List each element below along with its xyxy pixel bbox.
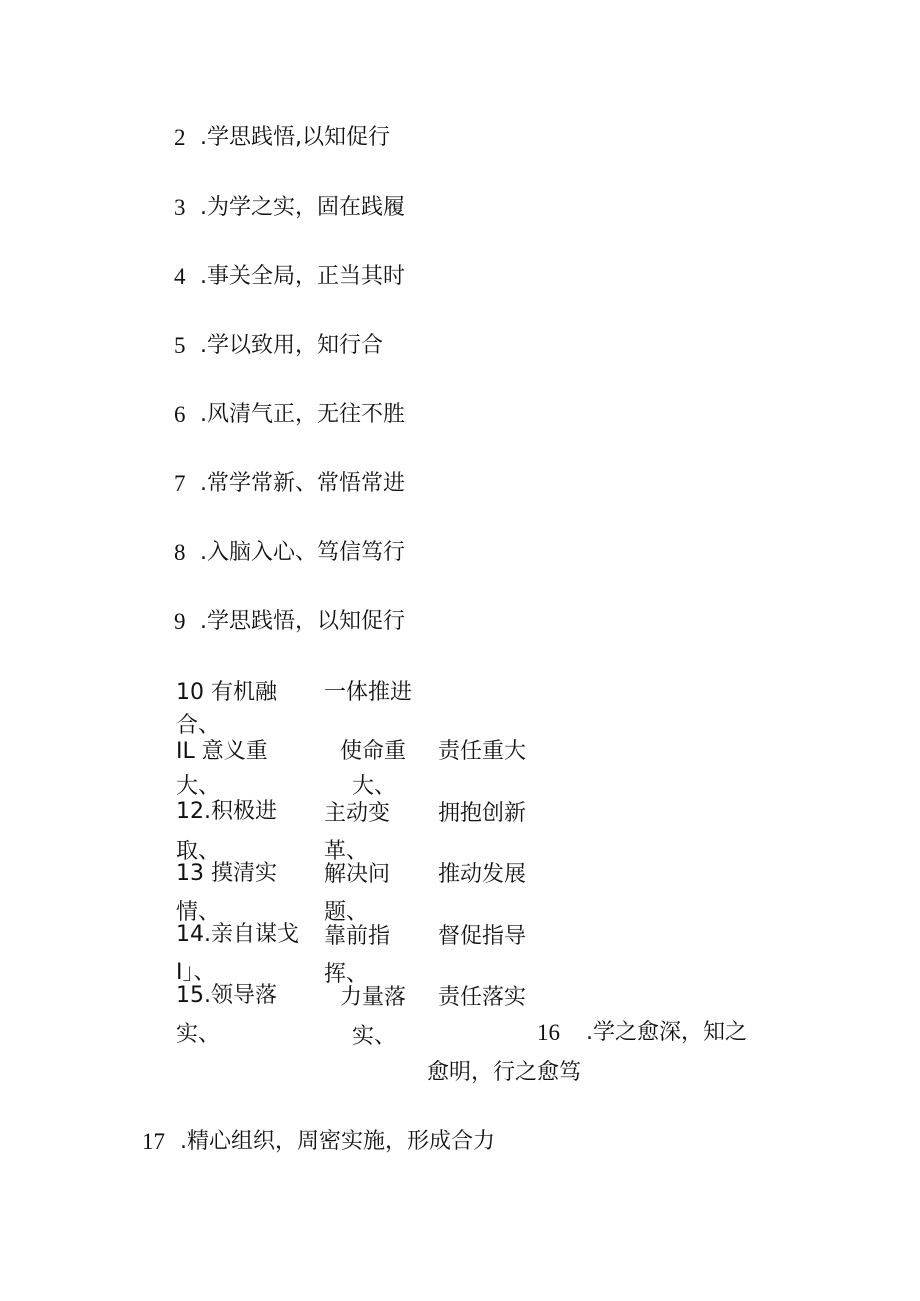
list-item-number: 4 — [174, 264, 186, 289]
cell-a-wrap: 实、 — [176, 1022, 221, 1047]
cell-a: 15.领导落 — [176, 983, 277, 1008]
list-item-text: .学思践悟，以知促行 — [200, 609, 405, 634]
cell-a-wrap: 大、 — [176, 774, 221, 799]
cell-b: 主动变 — [324, 801, 391, 826]
list-item-text: .入脑入心、笃信笃行 — [200, 540, 405, 565]
cell-b: 一体推进 — [324, 680, 413, 705]
cell-c: 责任落实 — [438, 985, 527, 1010]
cell-b: 靠前指 — [324, 924, 391, 949]
list-item-number: 5 — [174, 333, 186, 358]
cell-b-wrap: 革、 — [324, 839, 369, 864]
cell-a: 14.亲自谋戈 — [176, 922, 299, 947]
cell-a: 12.积极进 — [176, 799, 277, 824]
list-item-text: .学之愈深，知之 — [586, 1020, 747, 1045]
cell-c: 拥抱创新 — [438, 801, 527, 826]
cell-b-wrap: 大、 — [352, 774, 397, 799]
list-item-number: 17 — [142, 1129, 165, 1154]
list-item-number: 8 — [174, 540, 186, 565]
cell-a: 13 摸清实 — [176, 861, 277, 886]
list-item-text: .学以致用，知行合 — [200, 333, 383, 358]
list-item-number: 16 — [537, 1020, 560, 1045]
cell-c: 推动发展 — [438, 862, 527, 887]
list-item-number: 9 — [174, 609, 186, 634]
cell-c: 督促指导 — [438, 924, 527, 949]
list-item-number: 3 — [174, 195, 186, 220]
cell-a: IL 意义重 — [176, 739, 268, 764]
cell-a-wrap: 情、 — [176, 900, 221, 925]
list-item-number: 7 — [174, 471, 186, 496]
cell-b: 力量落 — [340, 985, 407, 1010]
list-item-number: 6 — [174, 402, 186, 427]
list-item-text: .事关全局，正当其时 — [200, 264, 405, 289]
list-item-text-wrap: 愈明，行之愈笃 — [427, 1060, 582, 1085]
list-item-text: .常学常新、常悟常进 — [200, 471, 405, 496]
cell-a-wrap: 取、 — [176, 839, 221, 864]
cell-a: 10 有机融 — [176, 680, 277, 705]
list-item-text: .学思践悟,以知促行 — [200, 125, 390, 150]
cell-b: 使命重 — [340, 739, 407, 764]
list-item-text: .为学之实，固在践履 — [200, 195, 405, 220]
cell-c: 责任重大 — [438, 739, 527, 764]
list-item-text: .风清气正，无往不胜 — [200, 402, 405, 427]
cell-a-wrap: I」、 — [176, 960, 216, 985]
cell-b: 解决问 — [324, 862, 391, 887]
cell-b-wrap: 题、 — [324, 900, 369, 925]
list-item-number: 2 — [174, 125, 186, 150]
cell-b-wrap: 挥、 — [324, 962, 369, 987]
cell-b-wrap: 实、 — [352, 1024, 397, 1049]
cell-a-wrap: 合、 — [176, 713, 221, 738]
list-item-text: .精心组织，周密实施，形成合力 — [180, 1129, 495, 1154]
